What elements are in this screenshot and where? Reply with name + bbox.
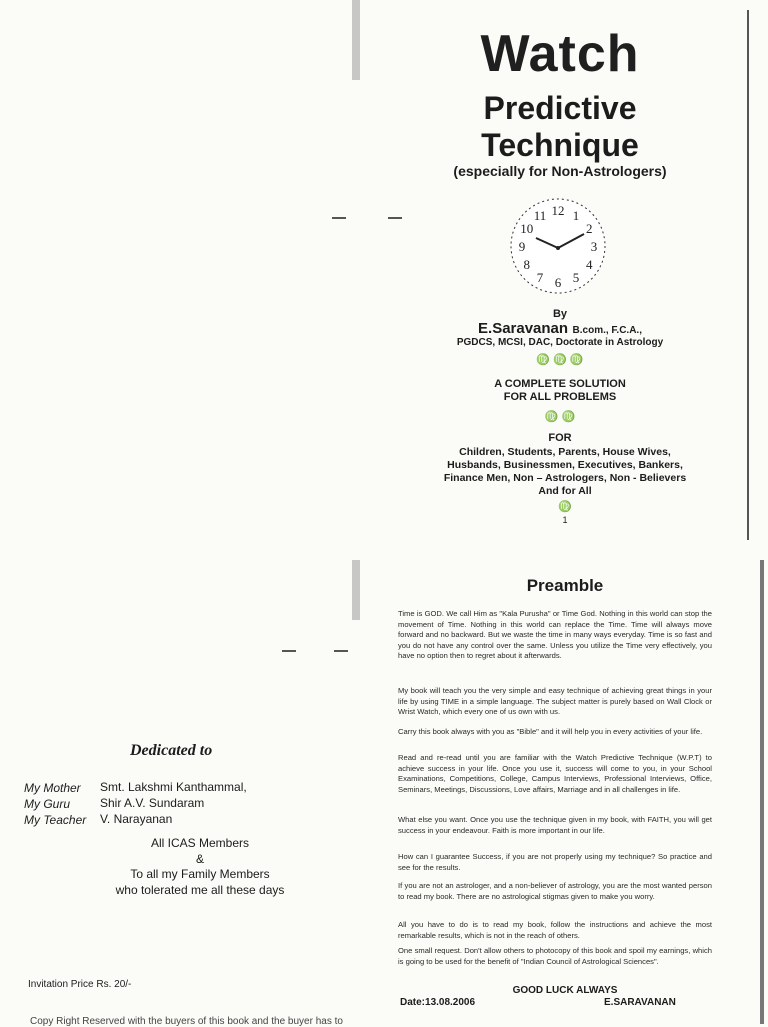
right-edge-line bbox=[760, 560, 764, 1024]
audience-line: Finance Men, Non – Astrologers, Non - Believers bbox=[443, 472, 687, 484]
preamble-paragraph: How can I guarantee Success, if you are not properly using my technique? So practice and see for the results. bbox=[398, 852, 712, 872]
cover-audience-note: (especially for Non-Astrologers) bbox=[453, 163, 667, 179]
preamble-date: Date:13.08.2006 bbox=[400, 997, 476, 1008]
clock-numeral: 2 bbox=[585, 221, 593, 236]
author-line bbox=[380, 320, 740, 338]
dedication-tolerated: who tolerated me all these days bbox=[115, 883, 285, 897]
preamble-paragraph: One small request. Don't allow others to photocopy of this book and spoil my earnings, which is going to be used for the benefit of "Indian Council of Astrological Sciences". bbox=[398, 946, 712, 966]
dedication-name: Shir A.V. Sundaram bbox=[100, 796, 205, 810]
preamble-paragraph: All you have to do is to read my book, follow the instructions and achieve the most remarkable results, which is not in the reach of others. bbox=[398, 920, 712, 940]
clock-numeral: 3 bbox=[590, 239, 598, 254]
clock-numeral: 6 bbox=[554, 275, 562, 290]
solution-line-2: FOR ALL PROBLEMS bbox=[503, 391, 617, 403]
clock-numeral: 9 bbox=[518, 239, 526, 254]
scan-mark bbox=[388, 217, 402, 219]
dedication-ampersand: & bbox=[195, 852, 204, 866]
preamble-signature: E.SARAVANAN bbox=[604, 997, 676, 1008]
scan-mark bbox=[282, 650, 296, 652]
clock-numeral: 8 bbox=[523, 257, 531, 272]
clock-numeral: 11 bbox=[533, 207, 547, 223]
dedication-role: My Mother bbox=[24, 781, 81, 795]
clock-numeral: 4 bbox=[585, 257, 593, 272]
dedication-name: V. Narayanan bbox=[100, 812, 173, 826]
dedication-members: All ICAS Members bbox=[150, 836, 250, 850]
audience-line: Husbands, Businessmen, Executives, Bankers, bbox=[447, 459, 683, 471]
by-label: By bbox=[552, 308, 568, 320]
dedication-role: My Guru bbox=[24, 797, 71, 811]
virgo-symbols-2: ♍ ♍ bbox=[544, 411, 576, 423]
clock-icon bbox=[508, 196, 608, 296]
audience-line: And for All bbox=[538, 485, 592, 497]
solution-line-1: A COMPLETE SOLUTION bbox=[494, 378, 626, 390]
cover-subtitle-line1: Predictive bbox=[483, 90, 637, 126]
author-qualifications-2: PGDCS, MCSI, DAC, Doctorate in Astrology bbox=[456, 337, 664, 348]
preamble-paragraph: If you are not an astrologer, and a non-believer of astrology, you are the most wanted person to read my book. There are no astrological stigmas given to make you worry. bbox=[398, 881, 712, 901]
preamble-paragraph: Read and re-read until you are familiar with the Watch Predictive Technique (W.P.T) to achieve success in your life. Once you use it, success will come to you, in your School Examinations, Competitions, College, Campus Interviews, Professional Interviews, Office, Seminars, Meetings, Discussions, Love affairs, Marriage and in all challenges in life. bbox=[398, 753, 712, 794]
preamble-paragraph: What else you want. Once you use the technique given in my book, with FAITH, you will get success in your endeavour. Faith is more important in our life. bbox=[398, 815, 712, 835]
dedication-family: To all my Family Members bbox=[130, 867, 270, 881]
for-label: FOR bbox=[548, 432, 572, 444]
scan-mark bbox=[332, 217, 346, 219]
cover-title: Watch bbox=[480, 25, 640, 83]
virgo-symbols-3: ♍ bbox=[558, 501, 572, 513]
audience-line: Children, Students, Parents, House Wives, bbox=[459, 446, 671, 458]
dedication-role: My Teacher bbox=[24, 813, 87, 827]
clock-numeral: 1 bbox=[572, 207, 580, 223]
dedication-title: Dedicated to bbox=[130, 742, 213, 759]
invitation-price: Invitation Price Rs. 20/- bbox=[28, 979, 132, 990]
copyright-notice: Copy Right Reserved with the buyers of this book and the buyer has to bbox=[30, 1016, 343, 1027]
author-qualifications: B.com., F.C.A., bbox=[572, 325, 642, 336]
scan-smudge bbox=[352, 560, 360, 620]
clock-numeral: 10 bbox=[520, 221, 534, 236]
preamble-paragraph: Time is GOD. We call Him as "Kala Purusha" or Time God. Nothing in this world can stop the movement of Time. Nothing in this world can replace the Time. Time will always move forward and no backward. But we waste the time in many ways everyday. Time is so fast and you do not have any control over the same. Unless you utilize the Time very effectively, you have no option then to regret about it afterwards. bbox=[398, 609, 712, 661]
clock-numeral: 5 bbox=[572, 270, 580, 286]
clock-numeral: 12 bbox=[551, 203, 565, 218]
clock-numeral: 7 bbox=[536, 270, 544, 286]
preamble-paragraph: My book will teach you the very simple and easy technique of achieving great things in your life by using TIME in a simple language. The subject matter is purely based on Wall Clock or Wrist Watch, which every one of us own with us. bbox=[398, 686, 712, 717]
preamble-paragraph: Carry this book always with you as "Bible" and it will help you in every activities of your life. bbox=[398, 727, 703, 736]
dedication-name: Smt. Lakshmi Kanthammal, bbox=[100, 780, 247, 794]
preamble-title: Preamble bbox=[526, 576, 604, 595]
scan-smudge bbox=[352, 0, 360, 80]
good-luck-closing: GOOD LUCK ALWAYS bbox=[512, 985, 618, 996]
cover-subtitle-line2: Technique bbox=[481, 127, 639, 163]
page-number: 1 bbox=[562, 515, 568, 525]
scan-mark bbox=[334, 650, 348, 652]
virgo-symbols-1: ♍ ♍ ♍ bbox=[536, 354, 584, 366]
author-name: E.Saravanan bbox=[478, 320, 569, 337]
